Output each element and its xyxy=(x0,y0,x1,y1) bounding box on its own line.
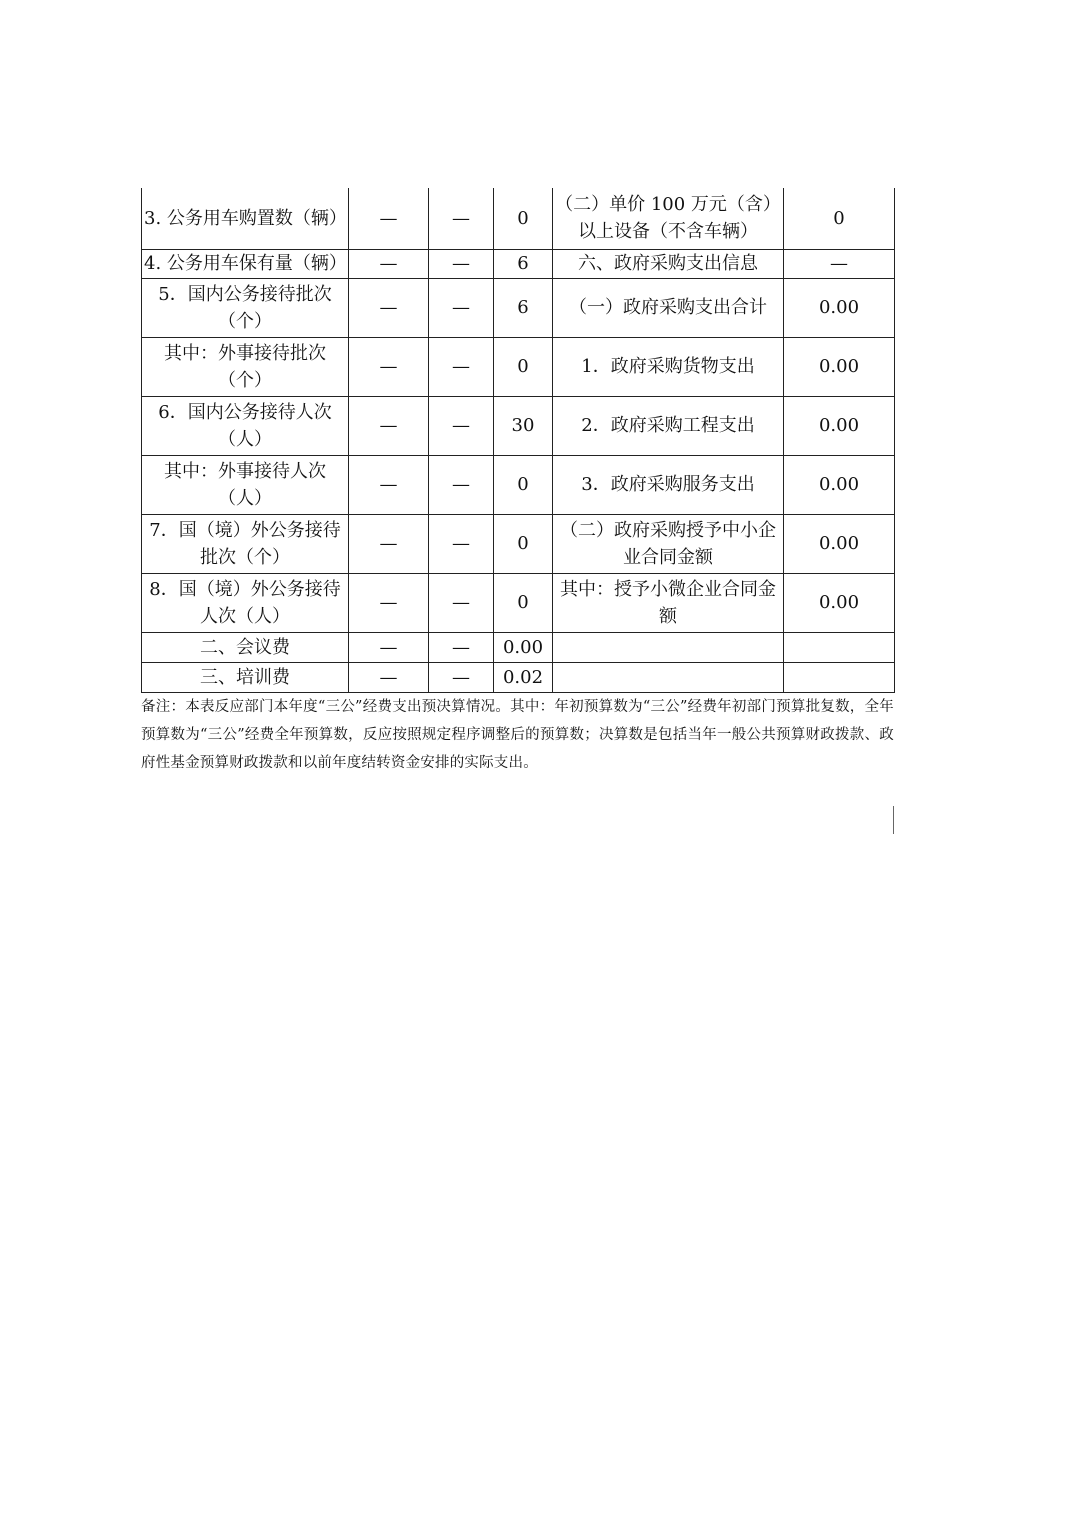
budget-initial-cell: — xyxy=(349,632,429,662)
left-label: 3. 公务用车购置数（辆） xyxy=(142,188,349,249)
budget-full-cell: — xyxy=(429,337,494,396)
budget-full-cell: — xyxy=(429,396,494,455)
final-cell: 0.00 xyxy=(494,632,553,662)
budget-full-cell: — xyxy=(429,662,494,692)
right-label: （一）政府采购支出合计 xyxy=(553,278,784,337)
final-cell: 0.02 xyxy=(494,662,553,692)
final-cell: 0 xyxy=(494,337,553,396)
table-row xyxy=(142,188,895,249)
right-value: 0.00 xyxy=(784,396,895,455)
table-row xyxy=(142,514,895,573)
left-label: 二、会议费 xyxy=(142,632,349,662)
table-row xyxy=(142,396,895,455)
left-label: 6．国内公务接待人次（人） xyxy=(142,396,349,455)
left-label: 其中：外事接待批次（个） xyxy=(142,337,349,396)
left-label: 三、培训费 xyxy=(142,662,349,692)
final-cell: 0 xyxy=(494,188,553,249)
budget-table xyxy=(141,188,895,693)
right-value: 0.00 xyxy=(784,278,895,337)
final-cell: 30 xyxy=(494,396,553,455)
budget-initial-cell: — xyxy=(349,278,429,337)
left-label: 其中：外事接待人次（人） xyxy=(142,455,349,514)
table-row xyxy=(142,573,895,632)
final-cell: 6 xyxy=(494,278,553,337)
budget-full-cell: — xyxy=(429,514,494,573)
table-row xyxy=(142,662,895,692)
right-label: 1．政府采购货物支出 xyxy=(553,337,784,396)
budget-full-cell: — xyxy=(429,188,494,249)
budget-initial-cell: — xyxy=(349,514,429,573)
left-label: 4. 公务用车保有量（辆） xyxy=(142,249,349,278)
left-label: 5．国内公务接待批次（个） xyxy=(142,278,349,337)
final-cell: 0 xyxy=(494,514,553,573)
left-label: 7．国（境）外公务接待批次（个） xyxy=(142,514,349,573)
budget-full-cell: — xyxy=(429,455,494,514)
right-value: — xyxy=(784,249,895,278)
left-label: 8．国（境）外公务接待人次（人） xyxy=(142,573,349,632)
budget-full-cell: — xyxy=(429,632,494,662)
page-edge-line xyxy=(893,806,894,834)
table-row xyxy=(142,455,895,514)
right-value: 0 xyxy=(784,188,895,249)
budget-initial-cell: — xyxy=(349,249,429,278)
budget-initial-cell: — xyxy=(349,573,429,632)
right-label: 2．政府采购工程支出 xyxy=(553,396,784,455)
table-row xyxy=(142,632,895,662)
budget-full-cell: — xyxy=(429,278,494,337)
final-cell: 0 xyxy=(494,573,553,632)
right-value xyxy=(784,662,895,692)
right-value: 0.00 xyxy=(784,573,895,632)
right-label xyxy=(553,632,784,662)
right-value: 0.00 xyxy=(784,455,895,514)
right-value: 0.00 xyxy=(784,514,895,573)
budget-initial-cell: — xyxy=(349,337,429,396)
right-label: 六、政府采购支出信息 xyxy=(553,249,784,278)
table-row xyxy=(142,278,895,337)
right-label: （二）政府采购授予中小企业合同金额 xyxy=(553,514,784,573)
final-cell: 0 xyxy=(494,455,553,514)
table-note: 备注：本表反应部门本年度“三公”经费支出预决算情况。其中：年初预算数为“三公”经费年初部门预算批复数，全年预算数为“三公”经费全年预算数，反应按照规定程序调整后的预算数；决算数是包括当年一般公共预算财政拨款、政府性基金预算财政拨款和以前年度结转资金安排的实际支出。 xyxy=(141,699,894,771)
right-value xyxy=(784,632,895,662)
final-cell: 6 xyxy=(494,249,553,278)
table-row xyxy=(142,249,895,278)
budget-initial-cell: — xyxy=(349,455,429,514)
right-label: （二）单价 100 万元（含）以上设备（不含车辆） xyxy=(553,188,784,249)
table-row xyxy=(142,337,895,396)
budget-initial-cell: — xyxy=(349,662,429,692)
budget-initial-cell: — xyxy=(349,396,429,455)
budget-initial-cell: — xyxy=(349,188,429,249)
right-value: 0.00 xyxy=(784,337,895,396)
budget-full-cell: — xyxy=(429,573,494,632)
right-label: 3．政府采购服务支出 xyxy=(553,455,784,514)
right-label: 其中：授予小微企业合同金额 xyxy=(553,573,784,632)
budget-full-cell: — xyxy=(429,249,494,278)
right-label xyxy=(553,662,784,692)
